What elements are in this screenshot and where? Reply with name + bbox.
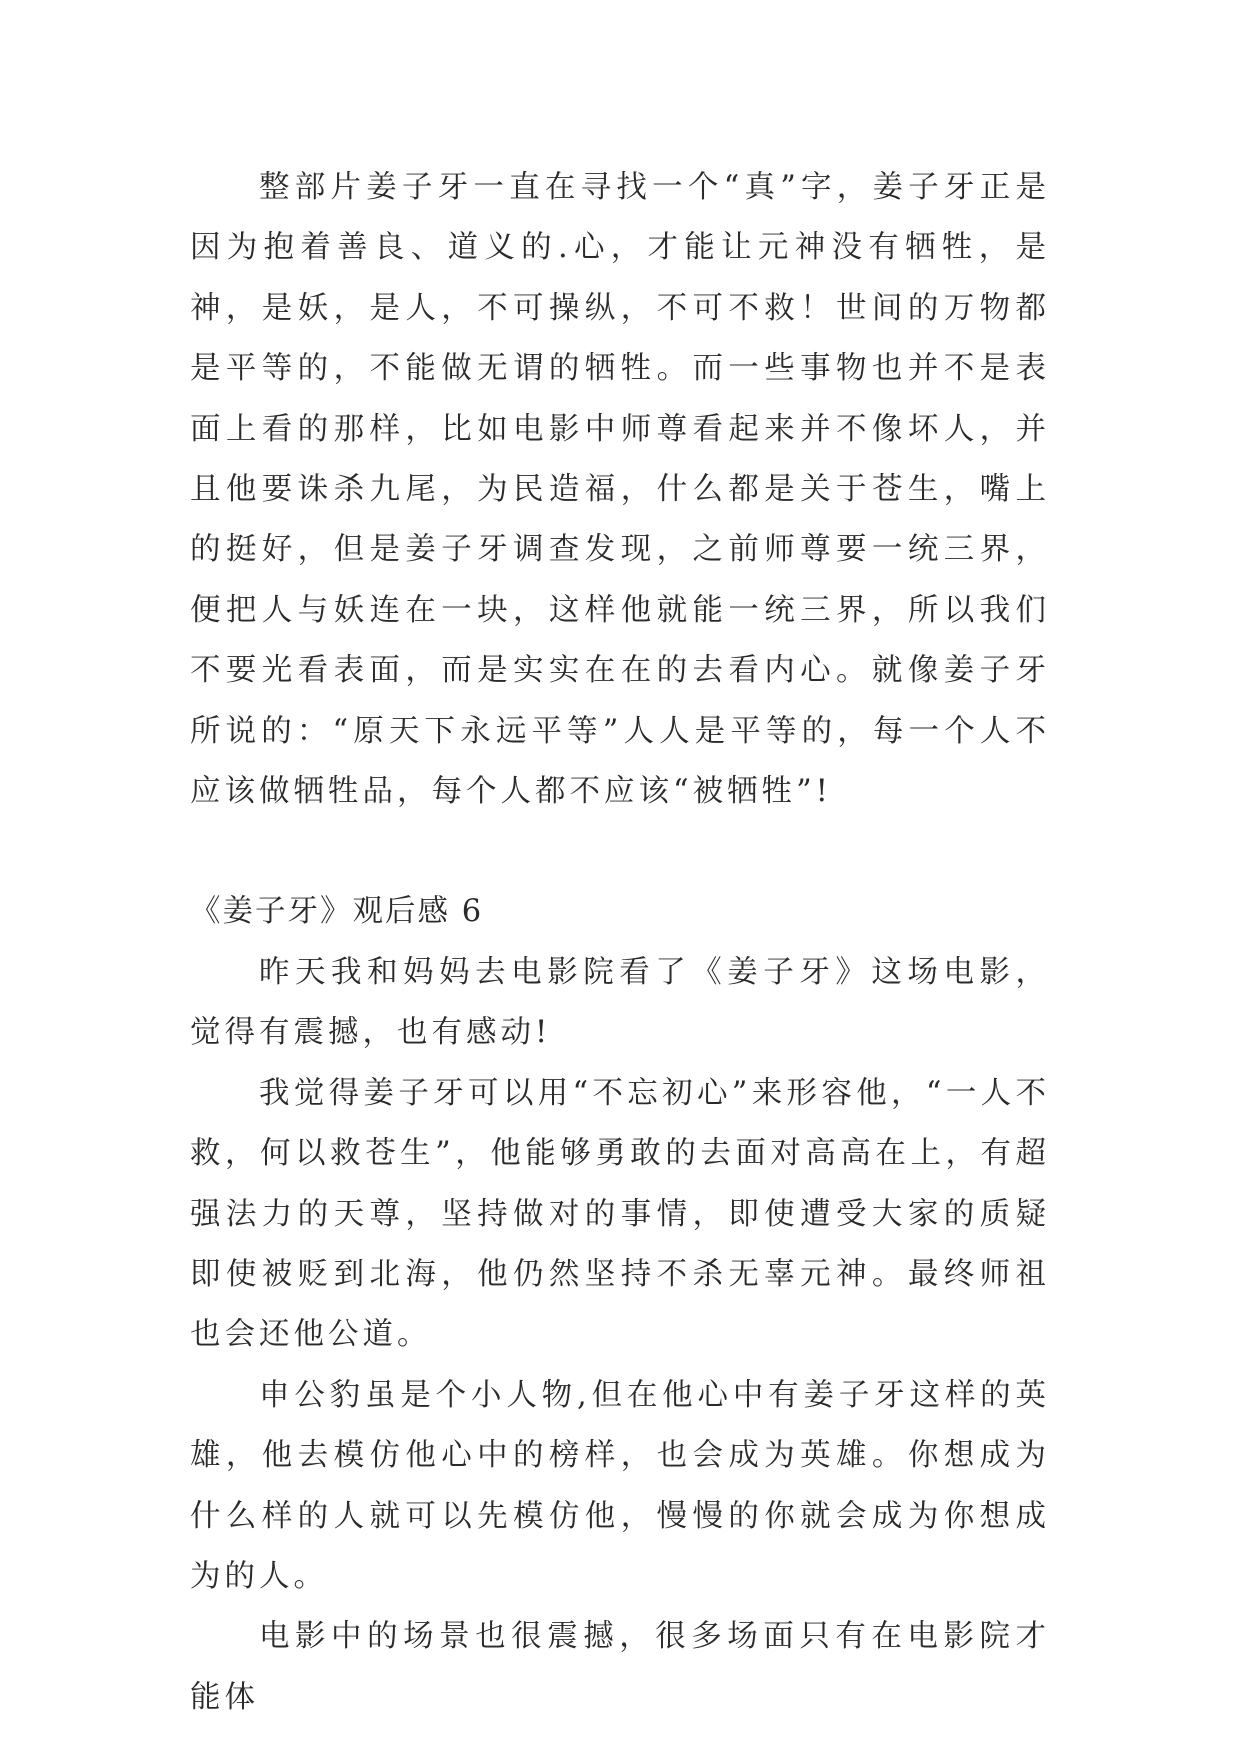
body-paragraph: 电影中的场景也很震撼，很多场面只有在电影院才能体	[190, 1619, 1050, 1715]
body-paragraph: 整部片姜子牙一直在寻找一个“真”字，姜子牙正是因为抱着善良、道义的.心，才能让元神没有牺牲，是神，是妖，是人，不可操纵，不可不救！世间的万物都是平等的，不能做无谓的牺牲。而一些事物也并不是表面上看的那样，比如电影中师尊看起来并不像坏人，并且他要诛杀九尾，为民造福，什么都是关于苍生，嘴上的挺好，但是姜子牙调查发现，之前师尊要一统三界，便把人与妖连在一块，这样他就能一统三界，所以我们不要光看表面，而是实实在在的去看内心。就像姜子牙所说的：“原天下永远平等”人人是平等的，每一个人不应该做牺牲品，每个人都不应该“被牺牲”!	[190, 170, 1050, 810]
body-paragraph: 昨天我和妈妈去电影院看了《姜子牙》这场电影，觉得有震撼，也有感动!	[190, 954, 1050, 1051]
document-body	[190, 158, 1050, 1728]
section-heading: 《姜子牙》观后感 6	[190, 894, 484, 930]
body-paragraph: 申公豹虽是个小人物,但在他心中有姜子牙这样的英雄，他去模仿他心中的榜样，也会成为英雄。你想成为什么样的人就可以先模仿他，慢慢的你就会成为你想成为的人。	[190, 1377, 1050, 1594]
body-paragraph: 我觉得姜子牙可以用“不忘初心”来形容他，“一人不救，何以救苍生”，他能够勇敢的去面对高高在上，有超强法力的天尊，坚持做对的事情，即使遭受大家的质疑即使被贬到北海，他仍然坚持不杀无辜元神。最终师祖也会还他公道。	[190, 1075, 1050, 1353]
